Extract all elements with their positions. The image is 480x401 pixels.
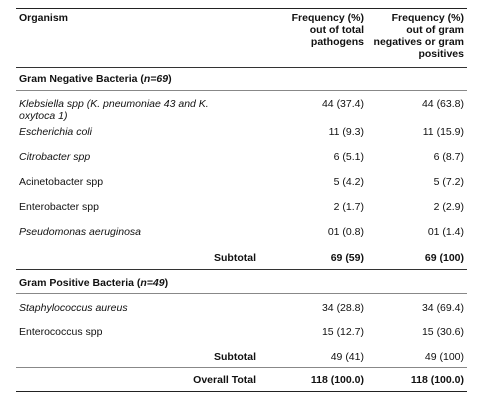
organism-cell: Citrobacter spp [19, 151, 91, 163]
organism-cell: Staphylococcus aureus [19, 302, 128, 314]
group-cell: 6 (8.7) [433, 151, 464, 163]
total-cell: 2 (1.7) [333, 201, 364, 213]
overall-total-label: Overall Total [193, 374, 256, 386]
group-cell: 2 (2.9) [433, 201, 464, 213]
organism-cell: Klebsiella spp (K. pneumoniae 43 and K. oxytoca 1) [19, 98, 209, 122]
organism-cell: Acinetobacter spp [19, 176, 104, 188]
total-cell: 6 (5.1) [333, 151, 364, 163]
group-cell: 69 (100) [424, 252, 464, 264]
subtotal-label: Subtotal [214, 351, 256, 363]
header-rule [16, 67, 467, 68]
group-cell: 44 (63.8) [421, 98, 464, 110]
group-cell: 01 (1.4) [427, 226, 464, 238]
total-cell: 01 (0.8) [327, 226, 364, 238]
table-top-rule [16, 8, 467, 9]
header-group-frequency: Frequency (%) out of gram negatives or gram positives [373, 12, 464, 60]
section-rule [16, 367, 467, 368]
subtotal-label: Subtotal [214, 252, 256, 264]
organism-cell: Pseudomonas aeruginosa [19, 226, 142, 238]
header-organism: Organism [19, 12, 69, 24]
header-row [16, 12, 467, 64]
total-cell: 49 (41) [330, 351, 364, 363]
total-cell: 15 (12.7) [321, 326, 364, 338]
table-bottom-rule [16, 391, 467, 392]
section-rule [16, 90, 467, 91]
group-cell: 15 (30.6) [421, 326, 464, 338]
group-cell: 11 (15.9) [422, 126, 464, 138]
organism-cell: Enterococcus spp [19, 326, 103, 338]
total-cell: 34 (28.8) [321, 302, 364, 314]
total-cell: 5 (4.2) [333, 176, 364, 188]
group-cell: 118 (100.0) [410, 374, 464, 386]
total-cell: 11 (9.3) [328, 126, 364, 138]
section-rule [16, 269, 467, 270]
organism-cell: Escherichia coli [19, 126, 92, 138]
total-cell: 118 (100.0) [310, 374, 364, 386]
group-cell: 5 (7.2) [433, 176, 464, 188]
total-cell: 69 (59) [330, 252, 364, 264]
group-cell: 49 (100) [424, 351, 464, 363]
section-rule [16, 293, 467, 294]
total-cell: 44 (37.4) [321, 98, 364, 110]
n-count: n=69 [143, 73, 169, 85]
group-cell: 34 (69.4) [421, 302, 464, 314]
header-total-frequency: Frequency (%) out of total pathogens [291, 12, 364, 48]
n-count: n=49 [140, 277, 165, 289]
organism-cell: Enterobacter spp [19, 201, 99, 213]
